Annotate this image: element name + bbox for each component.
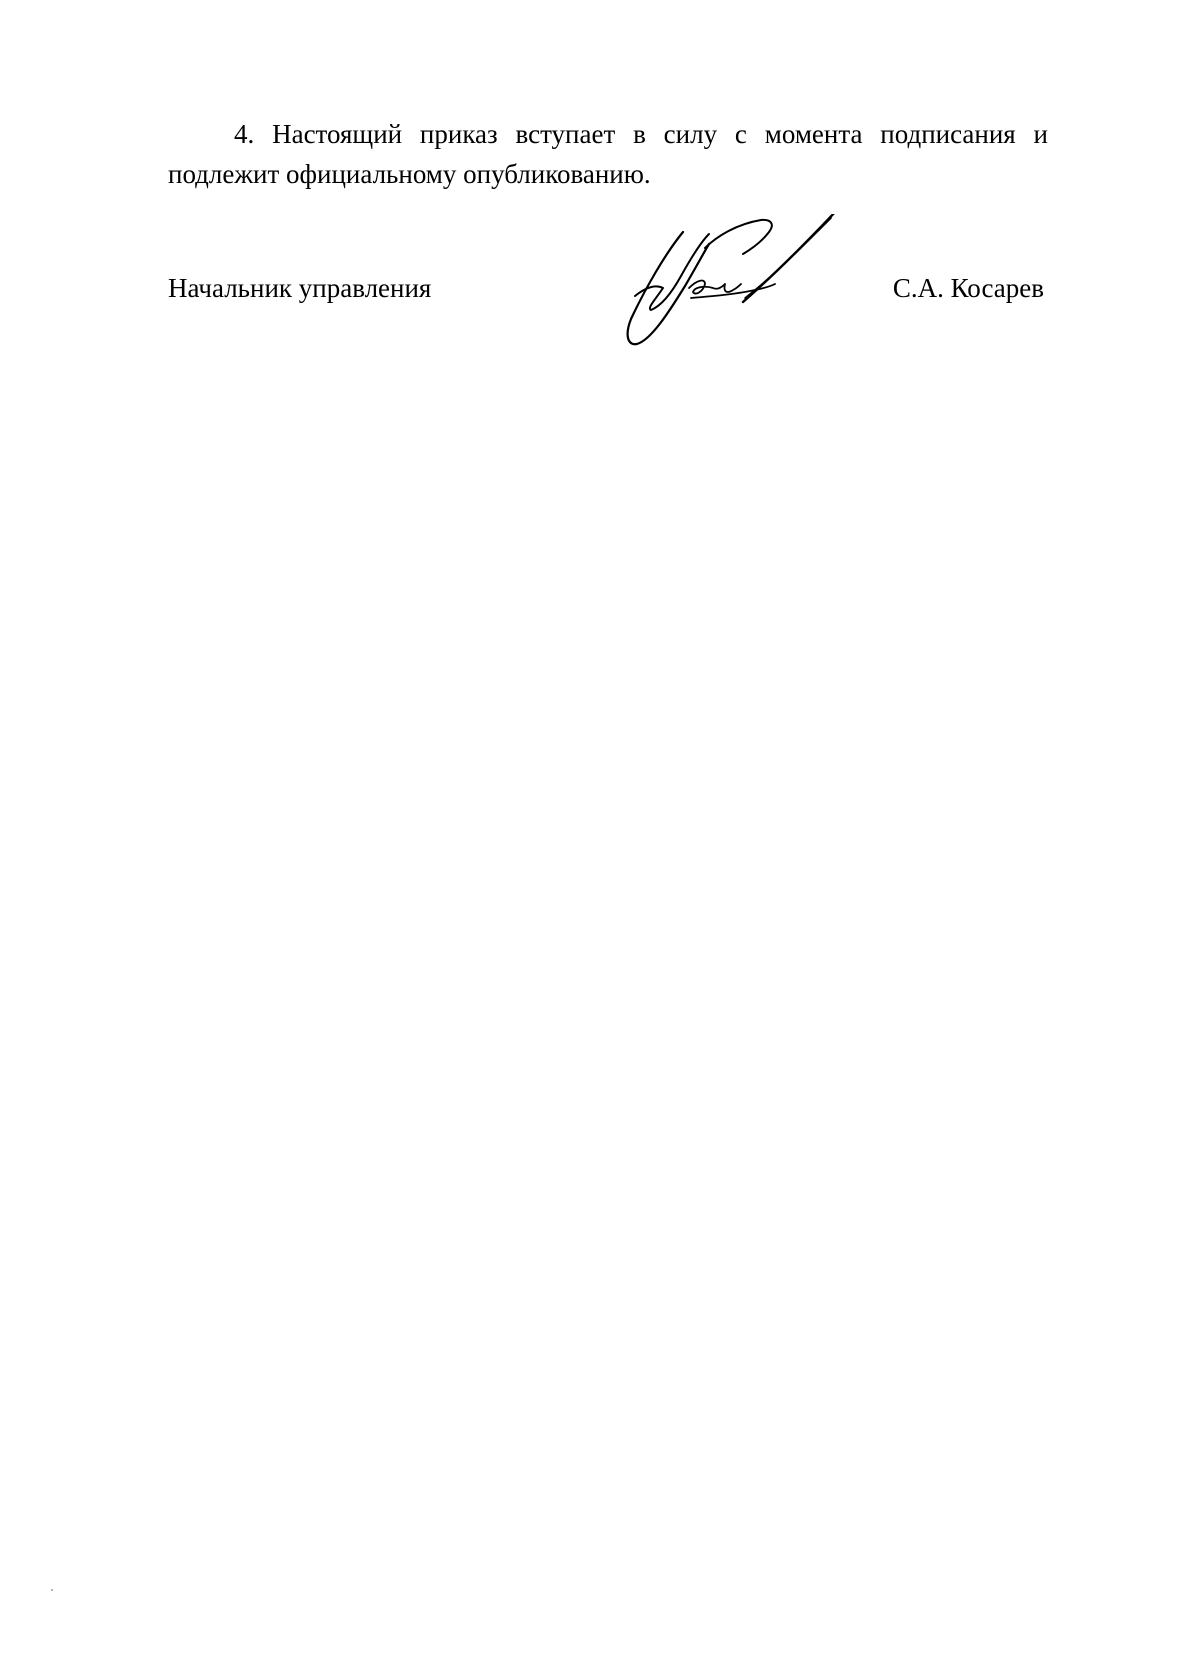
signer-position: Начальник управления [168,273,432,303]
order-clause-4: 4. Настоящий приказ вступает в силу с момента подписания и подлежит официальному опубликованию. [168,119,1048,189]
signer-name: С.А. Косарев [892,273,1044,303]
signature-stroke [689,281,741,294]
handwritten-signature [625,214,895,364]
signature-stroke [745,218,831,298]
signature-stroke [705,220,772,254]
scan-speck [51,1589,53,1591]
signature-block [168,268,1048,308]
